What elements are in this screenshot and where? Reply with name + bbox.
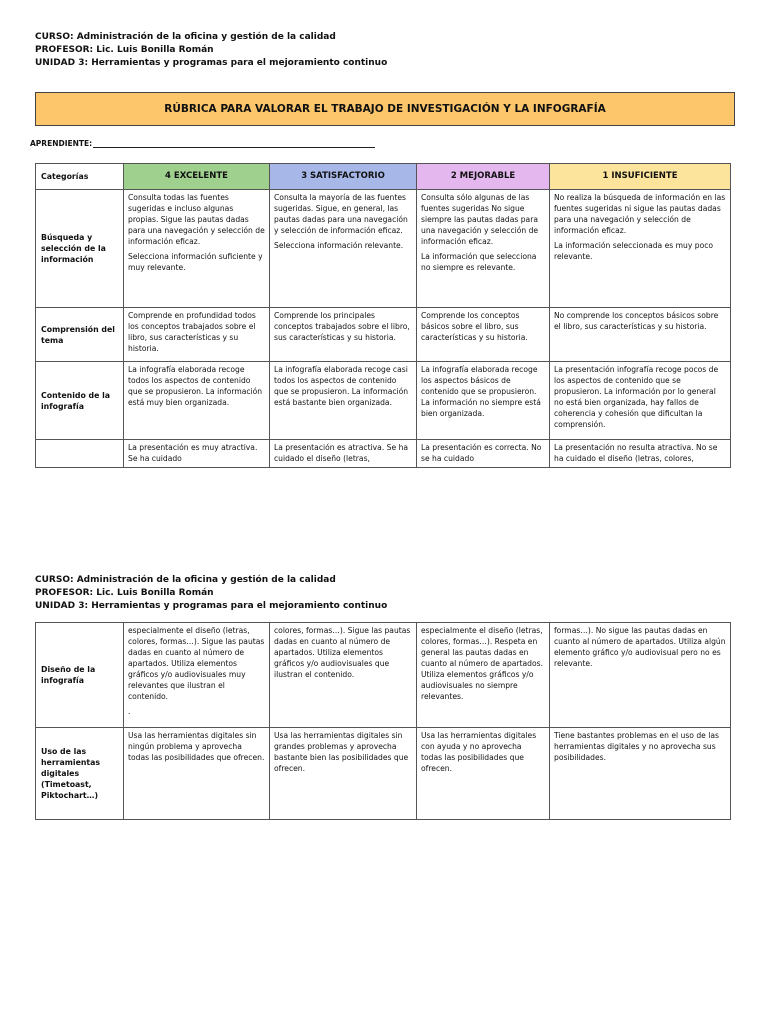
criterion-excelente: [124, 728, 270, 820]
rubric-row: [36, 190, 731, 308]
column-header-satisfactorio: 3 SATISFACTORIO: [270, 164, 417, 190]
criterion-text: Consulta sólo algunas de las fuentes sugeridas No sigue siempre las pautas dadas para una navegación y selección de información eficaz.: [421, 193, 539, 246]
criterion-satisfactorio: [270, 190, 417, 308]
criterion-mejorable: [417, 190, 550, 308]
criterion-text: La información que selecciona no siempre es relevante.: [421, 252, 537, 272]
course-line: [35, 31, 387, 44]
course-label: CURSO:: [35, 32, 74, 42]
criterion-mejorable: [417, 362, 550, 440]
rubric-category: Uso de las herramientas digitales (Timetoast, Piktochart…): [36, 728, 124, 820]
criterion-text: La infografía elaborada recoge casi todos los aspectos de contenido que se propusieron. La información está bastante bien organizada.: [274, 365, 409, 407]
course-label: CURSO:: [35, 575, 74, 585]
criterion-text: Selecciona información relevante.: [274, 241, 404, 250]
criterion-text: La presentación no resulta atractiva. No se ha cuidado el diseño (letras, colores,: [554, 443, 718, 463]
unit-name: Herramientas y programas para el mejoramiento continuo: [91, 58, 388, 68]
professor-label: PROFESOR:: [35, 45, 94, 55]
criterion-text: Comprende en profundidad todos los conceptos trabajados sobre el libro, sus características y su historia.: [128, 311, 256, 353]
criterion-text: Usa las herramientas digitales sin grandes problemas y aprovecha bastante bien las posibilidades que ofrecen.: [274, 731, 409, 773]
professor-name: Lic. Luis Bonilla Román: [96, 45, 214, 55]
course-header-page2: [35, 574, 387, 613]
criterion-excelente: [124, 623, 270, 728]
criterion-text: La presentación es atractiva. Se ha cuidado el diseño (letras,: [274, 443, 409, 463]
professor-line: [35, 587, 387, 600]
criterion-text: Comprende los conceptos básicos sobre el libro, sus características y su historia.: [421, 311, 528, 342]
criterion-text: Selecciona información suficiente y muy relevante.: [128, 252, 263, 272]
criterion-text: La infografía elaborada recoge todos los aspectos de contenido que se propusieron. La información está muy bien organizada.: [128, 365, 263, 407]
unit-name: Herramientas y programas para el mejoramiento continuo: [91, 601, 388, 611]
rubric-table: [35, 163, 731, 468]
course-header: [35, 31, 387, 70]
criterion-text: La infografía elaborada recoge los aspectos básicos de contenido que se propusieron. La información no siempre está bien organizada.: [421, 365, 541, 418]
professor-label: PROFESOR:: [35, 588, 94, 598]
criterion-mejorable: [417, 440, 550, 468]
criterion-text: formas…). No sigue las pautas dadas en cuanto al número de apartados. Utiliza algún elemento gráfico y/o audiovisual pero no es relevante.: [554, 626, 726, 668]
criterion-satisfactorio: [270, 308, 417, 362]
column-header-insuficiente: 1 INSUFICIENTE: [550, 164, 731, 190]
rubric-row: [36, 623, 731, 728]
column-header-categorias: Categorías: [36, 164, 124, 190]
criterion-text: Comprende los principales conceptos trabajados sobre el libro, sus características y su historia.: [274, 311, 410, 342]
rubric-title: RÚBRICA PARA VALORAR EL TRABAJO DE INVESTIGACIÓN Y LA INFOGRAFÍA: [35, 92, 735, 126]
criterion-text: Consulta todas las fuentes sugeridas e incluso algunas propias. Sigue las pautas dadas para una navegación y selección de información eficaz.: [128, 193, 265, 246]
criterion-satisfactorio: [270, 440, 417, 468]
criterion-excelente: [124, 190, 270, 308]
rubric-category: [36, 440, 124, 468]
column-header-excelente: 4 EXCELENTE: [124, 164, 270, 190]
rubric-row: [36, 440, 731, 468]
rubric-header-row: [36, 164, 731, 190]
criterion-text: La información seleccionada es muy poco relevante.: [554, 241, 714, 261]
unit-label: UNIDAD 3:: [35, 58, 89, 68]
criterion-text: Usa las herramientas digitales con ayuda y no aprovecha todas las posibilidades que ofrecen.: [421, 731, 537, 773]
criterion-text: .: [128, 707, 131, 716]
rubric-row: [36, 308, 731, 362]
criterion-satisfactorio: [270, 362, 417, 440]
professor-line: [35, 44, 387, 57]
criterion-insuficiente: [550, 728, 731, 820]
rubric-category: Búsqueda y selección de la información: [36, 190, 124, 308]
criterion-insuficiente: [550, 308, 731, 362]
unit-label: UNIDAD 3:: [35, 601, 89, 611]
aprendiente-label: APRENDIENTE:: [30, 139, 93, 148]
criterion-satisfactorio: [270, 623, 417, 728]
criterion-text: La presentación es correcta. No se ha cuidado: [421, 443, 542, 463]
criterion-insuficiente: [550, 440, 731, 468]
professor-name: Lic. Luis Bonilla Román: [96, 588, 214, 598]
rubric-table-continued: [35, 622, 731, 820]
rubric-category: Comprensión del tema: [36, 308, 124, 362]
criterion-text: No comprende los conceptos básicos sobre el libro, sus características y su historia.: [554, 311, 719, 331]
criterion-text: Tiene bastantes problemas en el uso de las herramientas digitales y no aprovecha sus posibilidades.: [554, 731, 719, 762]
rubric-category: Contenido de la infografía: [36, 362, 124, 440]
rubric-row: [36, 728, 731, 820]
criterion-mejorable: [417, 728, 550, 820]
criterion-excelente: [124, 362, 270, 440]
criterion-text: Consulta la mayoría de las fuentes sugeridas. Sigue, en general, las pautas dadas para una navegación y selección de información eficaz.: [274, 193, 408, 235]
unit-line: [35, 600, 387, 613]
rubric-category: Diseño de la infografía: [36, 623, 124, 728]
criterion-text: No realiza la búsqueda de información en las fuentes sugeridas ni sigue las pautas dadas para una navegación y selección de información eficaz.: [554, 193, 726, 235]
column-header-mejorable: 2 MEJORABLE: [417, 164, 550, 190]
course-name: Administración de la oficina y gestión de la calidad: [76, 575, 336, 585]
criterion-satisfactorio: [270, 728, 417, 820]
criterion-excelente: [124, 440, 270, 468]
criterion-mejorable: [417, 308, 550, 362]
course-name: Administración de la oficina y gestión de la calidad: [76, 32, 336, 42]
rubric-row: [36, 362, 731, 440]
aprendiente-field: [30, 139, 375, 148]
unit-line: [35, 57, 387, 70]
criterion-mejorable: [417, 623, 550, 728]
course-line: [35, 574, 387, 587]
criterion-text: especialmente el diseño (letras, colores, formas…). Sigue las pautas dadas en cuanto al número de apartados. Utiliza elementos gráficos y/o audiovisuales muy relevantes que ilustran el contenido.: [128, 626, 265, 701]
criterion-text: especialmente el diseño (letras, colores, formas…). Respeta en general las pautas dadas en cuanto al número de apartados. Utiliza elementos gráficos y/o audiovisuales no siempre relevantes.: [421, 626, 544, 701]
aprendiente-line: [93, 139, 375, 148]
criterion-text: Usa las herramientas digitales sin ningún problema y aprovecha todas las posibilidades que ofrecen.: [128, 731, 265, 762]
criterion-insuficiente: [550, 190, 731, 308]
criterion-text: La presentación infografía recoge pocos de los aspectos de contenido que se propusieron. La información por lo general no está bien organizada, hay fallos de coherencia y cohesión que dificultan la comprensión.: [554, 365, 719, 429]
criterion-text: colores, formas…). Sigue las pautas dadas en cuanto al número de apartados. Utiliza elementos gráficos y/o audiovisuales que ilustran el contenido.: [274, 626, 411, 679]
criterion-insuficiente: [550, 362, 731, 440]
criterion-excelente: [124, 308, 270, 362]
criterion-text: La presentación es muy atractiva. Se ha cuidado: [128, 443, 258, 463]
criterion-insuficiente: [550, 623, 731, 728]
